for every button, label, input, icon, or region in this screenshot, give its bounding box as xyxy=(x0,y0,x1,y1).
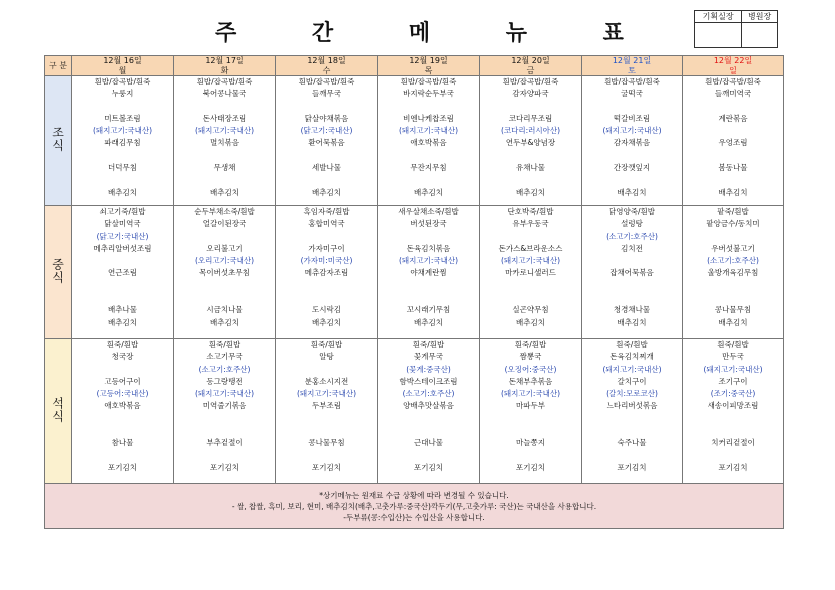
menu-item: 시금치나물 xyxy=(206,305,243,315)
menu-item: 돈사태장조림 xyxy=(202,113,247,123)
menu-item xyxy=(72,280,173,292)
menu-item: 잡채어묵볶음 xyxy=(610,268,654,278)
origin-label: (소고기:호주산) xyxy=(606,231,658,241)
origin-label: (갈치:모로코산) xyxy=(606,389,658,399)
menu-item: 유부우동국 xyxy=(512,219,549,229)
menu-item xyxy=(72,292,173,304)
menu-item xyxy=(276,425,377,437)
menu-cell xyxy=(683,339,784,484)
menu-item: 배추김치 xyxy=(312,187,341,197)
menu-item xyxy=(683,150,783,162)
meal-label-dinner xyxy=(45,339,72,484)
approval-box xyxy=(694,10,778,48)
origin-label: (꽃게:중국산) xyxy=(406,364,451,374)
day-date: 12월 18일 xyxy=(307,56,346,65)
menu-item: 만두국 xyxy=(722,352,744,362)
menu-item xyxy=(72,174,173,186)
menu-item: 배추김치 xyxy=(108,187,137,197)
menu-item: 콩나물무침 xyxy=(714,305,752,315)
notes-row xyxy=(45,484,784,529)
menu-item: 배추김치 xyxy=(617,187,647,197)
menu-item: 흰밥/잡곡밥/흰죽 xyxy=(502,77,559,86)
menu-item xyxy=(683,280,783,292)
origin-label: (소고기:호주산) xyxy=(198,364,251,374)
day-name: 토 xyxy=(628,65,636,75)
notes-cell xyxy=(45,484,784,529)
menu-item: 포기김치 xyxy=(210,462,239,472)
menu-item xyxy=(582,280,682,292)
origin-label: (소고기:호주산) xyxy=(402,389,455,399)
menu-item: 흰죽/흰밥 xyxy=(106,340,139,349)
menu-item: 굴떡국 xyxy=(621,89,643,99)
menu-item: 배추김치 xyxy=(210,317,239,327)
menu-item: 새우살채소죽/흰밥 xyxy=(398,207,459,216)
menu-item: 팥앙금수/동치미 xyxy=(706,219,760,229)
menu-item: 흰밥/잡곡밥/흰죽 xyxy=(604,77,660,86)
menu-item: 포기김치 xyxy=(108,462,137,472)
menu-item xyxy=(276,101,377,113)
meal-row-lunch xyxy=(45,206,784,339)
menu-item: 흰죽/흰밥 xyxy=(310,340,343,349)
menu-item xyxy=(480,174,581,186)
menu-item: 두부조림 xyxy=(312,401,341,411)
menu-cell xyxy=(72,206,174,339)
origin-label: (고등어:국내산) xyxy=(96,389,149,399)
menu-item: 흰밥/잡곡밥/흰죽 xyxy=(94,77,151,86)
menu-item: 마카로니샐러드 xyxy=(505,268,556,278)
menu-item xyxy=(683,174,783,186)
menu-item: 배추김치 xyxy=(718,317,748,327)
menu-item: 바지락순두부국 xyxy=(403,89,454,99)
menu-item: 애호박볶음 xyxy=(410,138,447,148)
menu-item: 설렁탕 xyxy=(621,219,643,229)
menu-item xyxy=(174,413,275,425)
menu-item: 비엔나케찹조림 xyxy=(403,113,454,123)
menu-cell xyxy=(480,206,582,339)
menu-item xyxy=(378,413,479,425)
menu-item: 메츄감자조림 xyxy=(304,268,349,278)
menu-item xyxy=(683,125,783,137)
origin-label: (돼지고기:국내산) xyxy=(92,126,153,136)
menu-item xyxy=(480,292,581,304)
menu-item: 실곤약무침 xyxy=(512,305,549,315)
menu-item: 참나물 xyxy=(111,438,134,448)
menu-item xyxy=(378,280,479,292)
day-name: 일 xyxy=(729,65,737,75)
menu-item: 마늘쫑지 xyxy=(516,438,545,448)
menu-cell xyxy=(276,206,378,339)
menu-item: 포기김치 xyxy=(312,462,341,472)
day-date: 12월 16일 xyxy=(103,56,142,65)
menu-item xyxy=(174,280,275,292)
menu-item xyxy=(72,450,173,462)
menu-item: 팥죽/흰밥 xyxy=(717,207,749,216)
day-date: 12월 19일 xyxy=(409,56,448,65)
menu-cell xyxy=(683,76,784,206)
menu-cell xyxy=(72,339,174,484)
menu-item: 미트볼조림 xyxy=(104,113,141,123)
menu-item: 단호박죽/흰밥 xyxy=(507,207,554,216)
day-date: 12월 22일 xyxy=(713,56,753,65)
day-header xyxy=(480,56,582,76)
division-header: 구 분 xyxy=(45,56,72,76)
menu-item: 메추리알버섯조림 xyxy=(93,243,152,253)
menu-item xyxy=(72,364,173,376)
menu-item: 청경채나물 xyxy=(613,305,651,315)
menu-item xyxy=(276,364,377,376)
day-header-sunday xyxy=(683,56,784,76)
menu-item: 포기김치 xyxy=(516,462,545,472)
menu-item: 무잔지무침 xyxy=(410,163,447,173)
menu-item xyxy=(72,150,173,162)
menu-item: 연근조림 xyxy=(108,268,137,278)
menu-item xyxy=(683,413,783,425)
page-title: 주 간 메 뉴 표 xyxy=(215,21,658,46)
menu-item: 흰죽/흰밥 xyxy=(514,340,547,349)
menu-item: 감자양파국 xyxy=(512,89,549,99)
menu-item: 콩나물무침 xyxy=(308,438,345,448)
origin-label: (돼지고기:국내산) xyxy=(398,256,459,266)
menu-item: 흑임자죽/흰밥 xyxy=(303,207,350,216)
menu-item: 닭살야채볶음 xyxy=(304,113,349,123)
menu-item: 포기김치 xyxy=(617,462,647,472)
menu-item xyxy=(378,174,479,186)
menu-item: 동그랑땡전 xyxy=(206,376,243,386)
menu-item: 순두부채소죽/흰밥 xyxy=(194,207,255,216)
note-line: -두부류(콩:수입산)는 수입산을 사용합니다. xyxy=(343,512,485,522)
day-header-saturday xyxy=(582,56,683,76)
day-header xyxy=(378,56,480,76)
menu-item xyxy=(378,292,479,304)
menu-cell xyxy=(683,206,784,339)
menu-item xyxy=(174,231,275,243)
menu-item xyxy=(174,101,275,113)
menu-item: 조기구이 xyxy=(718,376,748,386)
menu-cell xyxy=(174,339,276,484)
menu-item: 흰밥/잡곡밥/흰죽 xyxy=(705,77,761,86)
menu-item xyxy=(480,425,581,437)
menu-item xyxy=(276,150,377,162)
menu-item: 닭영양죽/흰밥 xyxy=(609,207,655,216)
menu-cell xyxy=(480,339,582,484)
menu-item: 양배추맛살볶음 xyxy=(403,401,454,411)
menu-item: 무생채 xyxy=(213,163,236,173)
menu-item xyxy=(72,101,173,113)
menu-item: 쇠고기죽/흰밥 xyxy=(99,207,146,216)
origin-label: (돼지고기:국내산) xyxy=(500,256,561,266)
approval-sign-planning xyxy=(695,23,742,48)
weekly-menu-table xyxy=(44,55,784,529)
menu-cell xyxy=(480,76,582,206)
menu-item: 갈치구이 xyxy=(617,376,647,386)
menu-item: 숙주나물 xyxy=(617,438,647,448)
day-name: 목 xyxy=(424,65,433,75)
menu-item: 소고기무국 xyxy=(206,352,243,362)
menu-item xyxy=(683,231,783,243)
menu-item: 목이버섯초무침 xyxy=(199,268,250,278)
day-date: 12월 17일 xyxy=(205,56,244,65)
menu-item: 분홍소시지전 xyxy=(304,376,349,386)
menu-item: 알탕 xyxy=(319,352,334,362)
menu-item: 파래김무침 xyxy=(104,138,141,148)
menu-cell xyxy=(174,206,276,339)
day-name: 월 xyxy=(118,65,127,75)
menu-item: 청국장 xyxy=(111,352,134,362)
menu-item: 새송이피망조림 xyxy=(707,401,759,411)
menu-item: 포기김치 xyxy=(718,462,748,472)
menu-item: 마파두부 xyxy=(516,401,545,411)
menu-item xyxy=(72,425,173,437)
note-line: - 쌀, 찹쌀, 흑미, 보리, 현미, 배추김치(배추,고춧가루:중국산)깍두기(무,고춧가루: 국산)는 국내산을 사용합니다. xyxy=(231,501,597,511)
menu-item: 배추김치 xyxy=(718,187,748,197)
day-name: 화 xyxy=(220,65,229,75)
menu-item: 계란볶음 xyxy=(718,113,748,123)
origin-label: (돼지고기:국내산) xyxy=(602,364,662,374)
day-header xyxy=(174,56,276,76)
menu-item: 돈육김치찌개 xyxy=(610,352,654,362)
menu-item: 근대나물 xyxy=(414,438,443,448)
menu-item xyxy=(683,425,783,437)
menu-item xyxy=(480,231,581,243)
approval-label-director: 병원장 xyxy=(742,11,778,23)
menu-item xyxy=(378,150,479,162)
menu-cell xyxy=(582,339,683,484)
menu-cell xyxy=(276,76,378,206)
menu-item xyxy=(480,450,581,462)
day-date: 12월 21일 xyxy=(612,56,652,65)
menu-item: 돈육김치볶음 xyxy=(406,243,451,253)
menu-item xyxy=(276,413,377,425)
menu-item xyxy=(72,413,173,425)
meal-label-text: 석식 xyxy=(50,396,65,423)
origin-label: (오징어:중국산) xyxy=(504,364,557,374)
menu-item xyxy=(174,174,275,186)
menu-item: 야채계란찜 xyxy=(410,268,447,278)
day-date: 12월 20일 xyxy=(511,56,550,65)
menu-item: 돈가스&브라운소스 xyxy=(498,243,563,253)
menu-item: 꼬시래기무침 xyxy=(406,305,451,315)
origin-label: (돼지고기:국내산) xyxy=(296,389,357,399)
menu-item: 김치전 xyxy=(621,243,643,253)
menu-item: 닭살미역국 xyxy=(104,219,141,229)
menu-item xyxy=(276,231,377,243)
menu-item xyxy=(582,174,682,186)
menu-item: 배추김치 xyxy=(414,317,443,327)
menu-item: 짬뽕국 xyxy=(519,352,542,362)
menu-item: 봄동나물 xyxy=(718,163,748,173)
menu-cell xyxy=(378,76,480,206)
menu-item: 흰죽/흰밥 xyxy=(412,340,445,349)
menu-item xyxy=(378,101,479,113)
menu-item: 북어콩나물국 xyxy=(202,89,247,99)
menu-item: 흰죽/흰밥 xyxy=(717,340,749,349)
menu-item: 흰밥/잡곡밥/흰죽 xyxy=(400,77,457,86)
header-row xyxy=(45,56,784,76)
menu-item: 흰밥/잡곡밥/흰죽 xyxy=(196,77,253,86)
day-header xyxy=(72,56,174,76)
menu-item: 배추김치 xyxy=(108,317,137,327)
day-header xyxy=(276,56,378,76)
menu-item xyxy=(276,450,377,462)
menu-item xyxy=(683,450,783,462)
menu-item: 도시락김 xyxy=(312,305,341,315)
menu-item xyxy=(582,450,682,462)
menu-item: 배추김치 xyxy=(312,317,341,327)
menu-cell xyxy=(582,206,683,339)
menu-item: 부추겉절이 xyxy=(206,438,243,448)
menu-item xyxy=(276,280,377,292)
day-name: 금 xyxy=(526,65,535,75)
menu-cell xyxy=(582,76,683,206)
menu-item: 떡갈비조림 xyxy=(613,113,651,123)
meal-row-breakfast xyxy=(45,76,784,206)
menu-item xyxy=(480,150,581,162)
origin-label: (돼지고기:국내산) xyxy=(500,389,561,399)
menu-item xyxy=(378,231,479,243)
menu-item xyxy=(174,150,275,162)
menu-item: 들깨무국 xyxy=(312,89,341,99)
menu-item xyxy=(582,425,682,437)
menu-item: 치커리겉절이 xyxy=(711,438,755,448)
menu-item xyxy=(276,174,377,186)
menu-item: 연두부&양념장 xyxy=(505,138,556,148)
menu-item: 버섯된장국 xyxy=(410,219,447,229)
origin-label: (돼지고기:국내산) xyxy=(398,126,459,136)
menu-cell xyxy=(378,339,480,484)
menu-item xyxy=(174,425,275,437)
menu-item: 멸치볶음 xyxy=(210,138,239,148)
menu-item: 환어묵볶음 xyxy=(308,138,345,148)
menu-cell xyxy=(276,339,378,484)
menu-item xyxy=(582,413,682,425)
origin-label: (돼지고기:국내산) xyxy=(194,126,255,136)
approval-label-planning: 기획실장 xyxy=(695,11,742,23)
menu-item: 더덕무침 xyxy=(108,163,137,173)
menu-item: 유채나물 xyxy=(516,163,545,173)
menu-item: 배추김치 xyxy=(210,187,239,197)
menu-cell xyxy=(72,76,174,206)
menu-item: 느타리버섯볶음 xyxy=(606,401,658,411)
menu-item: 꽃게무국 xyxy=(414,352,443,362)
menu-item xyxy=(683,101,783,113)
menu-item: 들깨미역국 xyxy=(714,89,752,99)
origin-label: (조기:중국산) xyxy=(710,389,756,399)
menu-item: 흰죽/흰밥 xyxy=(208,340,241,349)
menu-item: 가자미구이 xyxy=(308,243,345,253)
menu-item xyxy=(480,280,581,292)
menu-item xyxy=(276,292,377,304)
menu-cell xyxy=(174,76,276,206)
approval-sign-director xyxy=(742,23,778,48)
menu-item: 배추김치 xyxy=(516,317,545,327)
menu-item: 우버섯불고기 xyxy=(711,243,755,253)
menu-item xyxy=(378,450,479,462)
menu-item xyxy=(174,292,275,304)
origin-label: (닭고기:국내산) xyxy=(300,126,353,136)
menu-item xyxy=(480,413,581,425)
menu-item xyxy=(582,255,682,267)
menu-item: 얼갈이된장국 xyxy=(202,219,247,229)
menu-item xyxy=(480,101,581,113)
menu-item: 고등어구이 xyxy=(104,376,141,386)
menu-item: 우엉조림 xyxy=(718,138,748,148)
origin-label: (돼지고기:국내산) xyxy=(703,364,763,374)
meal-row-dinner xyxy=(45,339,784,484)
menu-item: 함박스테이크조림 xyxy=(399,376,458,386)
menu-item xyxy=(72,255,173,267)
origin-label: (닭고기:국내산) xyxy=(96,231,149,241)
origin-label: (소고기:호주산) xyxy=(707,256,759,266)
menu-item: 돈채부추볶음 xyxy=(508,376,553,386)
meal-label-breakfast xyxy=(45,76,72,206)
meal-label-text: 중식 xyxy=(50,257,65,284)
menu-item: 오리불고기 xyxy=(206,243,243,253)
menu-item: 울방개육김무침 xyxy=(707,268,759,278)
menu-item xyxy=(378,425,479,437)
origin-label: (돼지고기:국내산) xyxy=(602,126,662,136)
menu-item: 코다리무조림 xyxy=(508,113,553,123)
origin-label: (코다리:러시아산) xyxy=(500,126,561,136)
menu-cell xyxy=(378,206,480,339)
menu-item: 미역줄기볶음 xyxy=(202,401,247,411)
menu-item: 누룽지 xyxy=(111,89,134,99)
menu-item xyxy=(582,292,682,304)
menu-item xyxy=(582,101,682,113)
meal-label-text: 조식 xyxy=(50,126,65,152)
menu-item: 세발나물 xyxy=(312,163,341,173)
note-line: *상기메뉴는 원재료 수급 상황에 따라 변경될 수 있습니다. xyxy=(319,490,509,500)
menu-item xyxy=(582,150,682,162)
day-name: 수 xyxy=(322,65,331,75)
menu-item: 배추김치 xyxy=(617,317,647,327)
menu-item: 흰밥/잡곡밥/흰죽 xyxy=(298,77,355,86)
meal-label-lunch xyxy=(45,206,72,339)
origin-label: (가자미:미국산) xyxy=(300,256,353,266)
menu-item xyxy=(174,450,275,462)
menu-item: 배추김치 xyxy=(516,187,545,197)
menu-item: 배추김치 xyxy=(414,187,443,197)
menu-item xyxy=(683,292,783,304)
origin-label: (돼지고기:국내산) xyxy=(194,389,255,399)
menu-item: 애호박볶음 xyxy=(104,401,141,411)
menu-item: 감자채볶음 xyxy=(613,138,651,148)
menu-item: 간장깻잎지 xyxy=(613,163,651,173)
origin-label: (오리고기:국내산) xyxy=(194,256,255,266)
menu-item: 흰죽/흰밥 xyxy=(616,340,648,349)
menu-item: 홍합미역국 xyxy=(308,219,345,229)
menu-item: 배추나물 xyxy=(108,305,137,315)
menu-item: 포기김치 xyxy=(414,462,443,472)
